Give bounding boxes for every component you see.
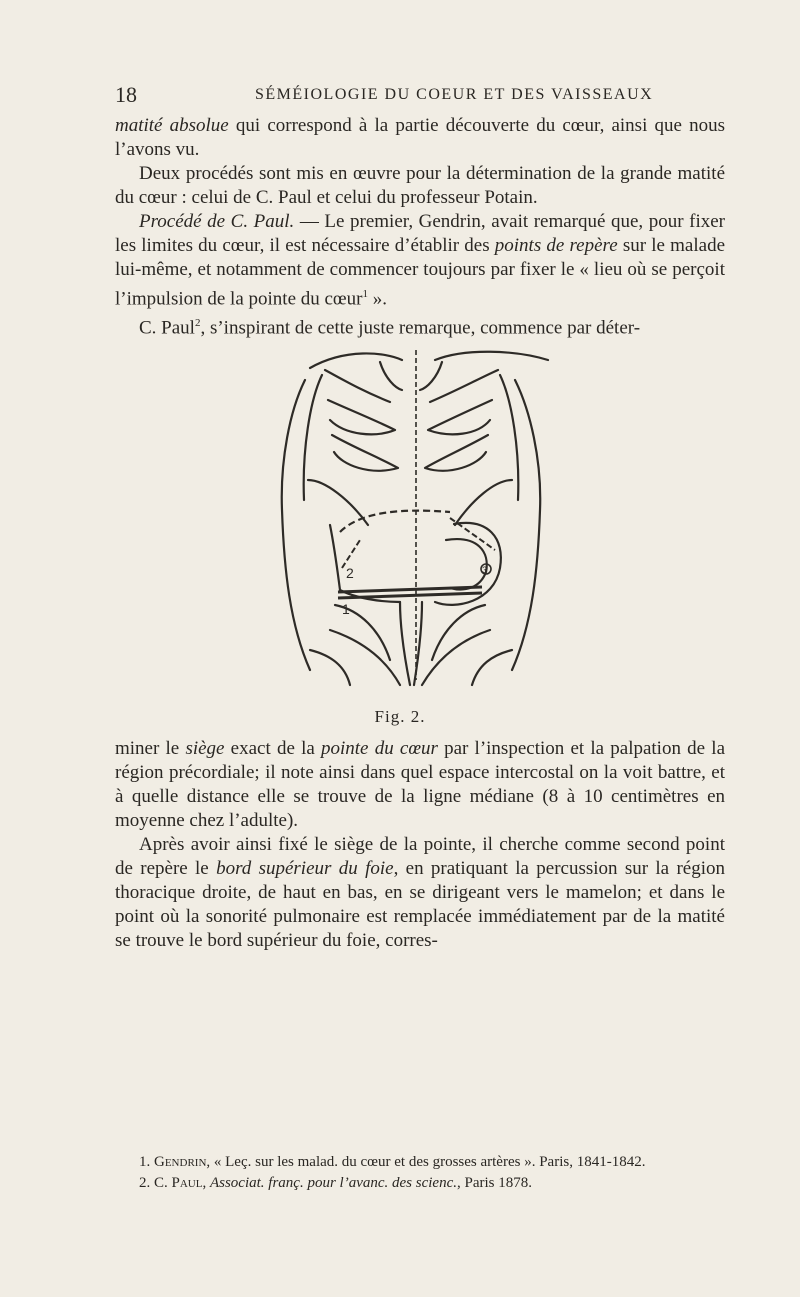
thorax-figure bbox=[250, 340, 570, 690]
paragraph-text: miner le bbox=[115, 738, 186, 759]
figure-caption: Fig. 2. bbox=[374, 707, 426, 726]
italic-term: matité absolue bbox=[115, 115, 229, 136]
footnote-text: , « Leç. sur les malad. du cœur et des grosses artères ». Paris, 1841-1842. bbox=[206, 1154, 646, 1170]
paragraph-1 bbox=[115, 114, 725, 162]
paragraph-text: ». bbox=[367, 288, 387, 310]
marker-1: 1 bbox=[342, 601, 350, 617]
footnote-ref: 2 bbox=[194, 317, 201, 330]
paragraph-5 bbox=[115, 737, 725, 833]
italic-term: siège bbox=[185, 738, 225, 759]
page-number: 18 bbox=[115, 82, 137, 107]
paragraph-text: — Le premier, Gendrin, avait remarqué que, pour fixer les limites du cœur, il est nécessaire d’établir des bbox=[115, 211, 725, 256]
paragraph-text: Après avoir ainsi fixé le siège de la pointe, il cherche comme second point de repère le bbox=[115, 834, 725, 879]
footnote-1 bbox=[115, 1152, 725, 1173]
paragraph-3 bbox=[115, 210, 725, 311]
footnote-text: , Paris 1878. bbox=[457, 1175, 532, 1191]
paragraph-text: exact de la bbox=[224, 738, 321, 759]
paragraph-6 bbox=[115, 833, 725, 953]
footnote-2 bbox=[115, 1173, 725, 1194]
footnote-author: Gendrin bbox=[154, 1154, 207, 1170]
italic-term: pointe du cœur bbox=[321, 738, 438, 759]
text-top bbox=[115, 114, 725, 341]
footnote-author: C. Paul bbox=[154, 1175, 203, 1191]
marker-2: 2 bbox=[346, 565, 354, 581]
marker-3: 3 bbox=[482, 565, 488, 575]
paragraph-text: sur le malade lui-même, et notamment de commencer toujours par fixer le « lieu où se perçoit l’impulsion de la pointe du cœur bbox=[115, 235, 725, 310]
footnote-number: 1. bbox=[139, 1154, 151, 1170]
italic-term: points de repère bbox=[494, 235, 618, 256]
paragraph-4 bbox=[115, 311, 725, 340]
running-head bbox=[115, 82, 720, 108]
footnote-ref: 1 bbox=[362, 288, 368, 300]
paragraph-text: par l’inspection et la palpation de la région précordiale; il note ainsi dans quel espace intercostal on la voit battre, et à quelle distance elle se trouve de la ligne médiane (8 à 10 centimètres en moyenne chez l’adulte). bbox=[115, 738, 726, 831]
footnote-number: 2. bbox=[139, 1175, 151, 1191]
footnote-italic: Associat. franç. pour l’avanc. des scienc. bbox=[209, 1175, 457, 1191]
footnote-text: , bbox=[202, 1175, 210, 1191]
paragraph-text: C. Paul bbox=[139, 317, 195, 339]
paragraph-text: , s’inspirant de cette juste remarque, commence par déter- bbox=[200, 317, 641, 339]
footnotes bbox=[115, 1152, 725, 1194]
running-title: SÉMÉIOLOGIE DU COEUR ET DES VAISSEAUX bbox=[255, 86, 654, 103]
thorax-drawing bbox=[250, 340, 570, 690]
section-label: Procédé de C. Paul. bbox=[139, 211, 295, 232]
paragraph-text: qui correspond à la partie découverte du cœur, ainsi que nous l’avons vu. bbox=[115, 115, 725, 160]
text-bottom bbox=[115, 737, 725, 953]
paragraph-text: , en pratiquant la percussion sur la région thoracique droite, de haut en bas, en se dirigeant vers le mamelon; et dans le point où la sonorité pulmonaire est remplacée immédiatement par de la matité se trouve le bord supérieur du foie, corres- bbox=[115, 858, 725, 951]
italic-term: bord supérieur du foie bbox=[216, 858, 394, 879]
paragraph-2: Deux procédés sont mis en œuvre pour la détermination de la grande matité du cœur : celui de C. Paul et celui du professeur Potain. bbox=[115, 163, 725, 208]
